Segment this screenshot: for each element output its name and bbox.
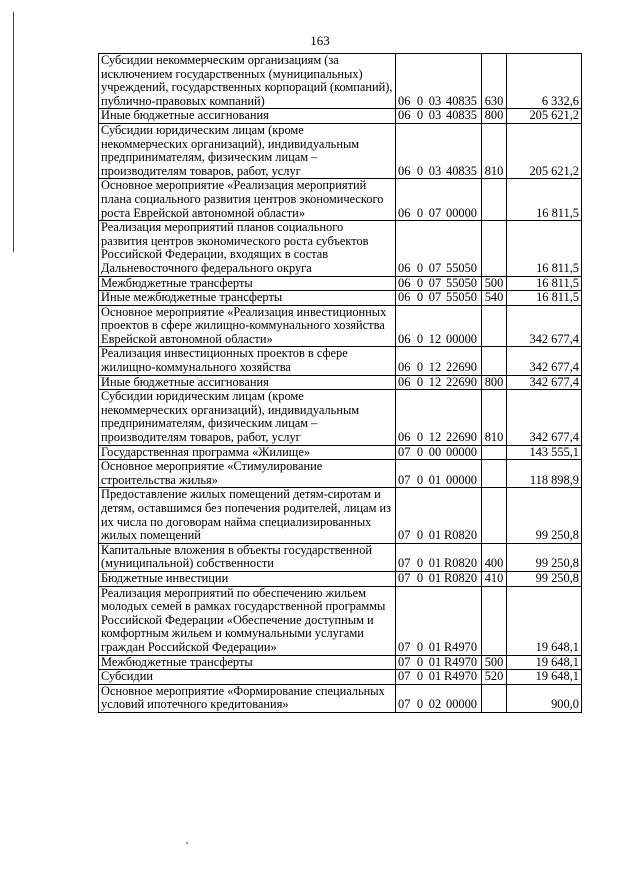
row-expense-type: 800 (482, 375, 507, 390)
row-name: Субсидии юридическим лицам (кроме некоммерческих организаций), индивидуальным предпринимателям, физическим лицам – производителям товаров, работ, услуг (99, 123, 396, 178)
row-name: Реализация инвестиционных проектов в сфере жилищно-коммунального хозяйства (99, 347, 396, 375)
row-name: Капитальные вложения в объекты государственной (муниципальной) собственности (99, 543, 396, 571)
row-amount: 99 250,8 (507, 488, 582, 543)
table-row (99, 54, 582, 109)
row-name: Иные бюджетные ассигнования (99, 375, 396, 390)
code-part-c2: 0 (416, 205, 424, 220)
table-row (99, 586, 582, 655)
row-code (396, 123, 482, 178)
row-amount: 99 250,8 (507, 543, 582, 571)
table-row (99, 179, 582, 221)
code-part-c2: 0 (416, 669, 424, 684)
row-name: Основное мероприятие «Стимулирование строительства жилья» (99, 460, 396, 488)
page-number: 163 (310, 33, 330, 48)
row-name: Иные бюджетные ассигнования (99, 109, 396, 124)
table-row (99, 488, 582, 543)
table-row (99, 571, 582, 586)
row-expense-type (482, 488, 507, 543)
table-row (99, 390, 582, 445)
table-row (99, 460, 582, 488)
code-part-c4: 22690 (446, 430, 477, 445)
table-row (99, 123, 582, 178)
code-part-c2: 0 (416, 571, 424, 585)
code-part-c3: 07 (428, 260, 442, 275)
row-name: Субсидии (99, 670, 396, 685)
row-code (396, 347, 482, 375)
code-part-c2: 0 (416, 108, 424, 123)
code-part-c4: 55050 (446, 276, 477, 290)
code-part-c2: 0 (416, 375, 424, 389)
row-expense-type (482, 221, 507, 276)
code-part-c2: 0 (416, 331, 424, 346)
code-part-c3: 01 (428, 472, 442, 487)
row-code (396, 375, 482, 390)
row-name: Бюджетные инвестиции (99, 571, 396, 586)
code-part-c3: 01 (428, 669, 442, 684)
code-part-c3: 03 (428, 108, 442, 123)
code-part-c4: R0820 (444, 556, 478, 571)
row-name: Основное мероприятие «Формирование специальных условий ипотечного кредитования» (99, 684, 396, 712)
row-name: Субсидии некоммерческим организациям (за исключением государственных (муниципальных) учреждений, государственных корпораций (компаний), публично-правовых компаний) (99, 54, 396, 109)
code-part-c4: 00000 (446, 445, 477, 459)
code-part-c2: 0 (416, 528, 424, 543)
code-part-c1: 06 (398, 205, 411, 220)
code-part-c3: 02 (428, 697, 442, 712)
row-name: Основное мероприятие «Реализация мероприятий плана социального развития центров экономического роста Еврейской автономной области» (99, 179, 396, 221)
code-part-c3: 01 (428, 639, 442, 654)
row-amount: 342 677,4 (507, 390, 582, 445)
code-part-c1: 06 (398, 163, 411, 178)
code-part-c4: 00000 (446, 331, 477, 346)
code-part-c3: 07 (428, 290, 442, 305)
code-part-c4: 55050 (446, 290, 477, 305)
code-part-c4: 22690 (446, 360, 477, 375)
row-code (396, 276, 482, 291)
row-expense-type (482, 305, 507, 347)
row-expense-type: 810 (482, 390, 507, 445)
table-row (99, 375, 582, 390)
code-part-c3: 03 (428, 163, 442, 178)
code-part-c1: 07 (398, 571, 411, 585)
table-row (99, 347, 582, 375)
row-name: Государственная программа «Жилище» (99, 445, 396, 460)
row-code (396, 390, 482, 445)
row-name: Межбюджетные трансферты (99, 655, 396, 670)
code-part-c4: 55050 (446, 260, 477, 275)
code-part-c1: 06 (398, 276, 411, 290)
code-part-c3: 12 (428, 331, 442, 346)
row-name: Иные межбюджетные трансферты (99, 291, 396, 306)
code-part-c2: 0 (416, 260, 424, 275)
code-part-c4: 00000 (446, 472, 477, 487)
code-part-c2: 0 (416, 639, 424, 654)
row-amount: 900,0 (507, 684, 582, 712)
row-amount: 19 648,1 (507, 670, 582, 685)
row-amount: 342 677,4 (507, 347, 582, 375)
code-part-c2: 0 (416, 290, 424, 305)
row-code (396, 670, 482, 685)
table-row (99, 655, 582, 670)
code-part-c1: 07 (398, 639, 411, 654)
row-name: Основное мероприятие «Реализация инвестиционных проектов в сфере жилищно-коммунального хозяйства Еврейской автономной области» (99, 305, 396, 347)
row-expense-type: 540 (482, 291, 507, 306)
row-code (396, 460, 482, 488)
code-part-c2: 0 (416, 430, 424, 445)
table-row (99, 670, 582, 685)
row-amount: 6 332,6 (507, 54, 582, 109)
row-expense-type: 400 (482, 543, 507, 571)
row-amount: 16 811,5 (507, 276, 582, 291)
code-part-c3: 01 (428, 528, 442, 543)
row-amount: 118 898,9 (507, 460, 582, 488)
row-name: Реализация мероприятий по обеспечению жильем молодых семей в рамках государственной программы Российской Федерации «Обеспечение доступным и комфортным жильем и коммунальными услугами граждан Российской Федерации» (99, 586, 396, 655)
code-part-c1: 06 (398, 430, 411, 445)
code-part-c2: 0 (416, 556, 424, 571)
row-expense-type (482, 347, 507, 375)
code-part-c1: 06 (398, 290, 411, 305)
table-row (99, 109, 582, 124)
row-code (396, 586, 482, 655)
code-part-c2: 0 (416, 472, 424, 487)
code-part-c3: 00 (428, 445, 442, 459)
table-row (99, 221, 582, 276)
code-part-c2: 0 (416, 163, 424, 178)
code-part-c2: 0 (416, 93, 424, 108)
code-part-c1: 06 (398, 260, 411, 275)
budget-table-body (99, 54, 582, 713)
code-part-c1: 06 (398, 93, 411, 108)
row-expense-type: 800 (482, 109, 507, 124)
row-code (396, 445, 482, 460)
code-part-c3: 12 (428, 360, 442, 375)
code-part-c2: 0 (416, 276, 424, 290)
code-part-c4: 40835 (446, 93, 477, 108)
row-code (396, 488, 482, 543)
code-part-c4: R4970 (444, 655, 478, 669)
row-expense-type: 810 (482, 123, 507, 178)
row-amount: 342 677,4 (507, 375, 582, 390)
code-part-c2: 0 (416, 655, 424, 669)
code-part-c1: 07 (398, 669, 411, 684)
code-part-c4: 00000 (446, 205, 477, 220)
code-part-c1: 06 (398, 331, 411, 346)
code-part-c3: 12 (428, 375, 442, 389)
code-part-c2: 0 (416, 445, 424, 459)
code-part-c4: R0820 (444, 571, 478, 585)
code-part-c3: 07 (428, 276, 442, 290)
row-code (396, 109, 482, 124)
row-expense-type: 630 (482, 54, 507, 109)
row-amount: 205 621,2 (507, 123, 582, 178)
row-expense-type: 410 (482, 571, 507, 586)
row-amount: 16 811,5 (507, 291, 582, 306)
code-part-c1: 07 (398, 697, 411, 712)
code-part-c3: 12 (428, 430, 442, 445)
row-amount: 19 648,1 (507, 586, 582, 655)
row-name: Предоставление жилых помещений детям-сиротам и детям, оставшимся без попечения родителей, лицам из их числа по договорам найма специализированных жилых помещений (99, 488, 396, 543)
code-part-c4: 40835 (446, 108, 477, 123)
row-expense-type (482, 179, 507, 221)
row-code (396, 221, 482, 276)
row-code (396, 571, 482, 586)
row-code (396, 684, 482, 712)
row-code (396, 179, 482, 221)
code-part-c3: 01 (428, 556, 442, 571)
code-part-c4: R4970 (444, 639, 478, 654)
code-part-c2: 0 (416, 697, 424, 712)
code-part-c1: 07 (398, 445, 411, 459)
code-part-c4: R4970 (444, 669, 478, 684)
code-part-c4: 40835 (446, 163, 477, 178)
table-row (99, 291, 582, 306)
row-code (396, 54, 482, 109)
budget-table (98, 53, 582, 713)
code-part-c1: 06 (398, 108, 411, 123)
row-code (396, 655, 482, 670)
code-part-c1: 06 (398, 375, 411, 389)
code-part-c4: 00000 (446, 697, 477, 712)
row-code (396, 543, 482, 571)
table-row (99, 543, 582, 571)
code-part-c1: 07 (398, 472, 411, 487)
row-code (396, 291, 482, 306)
row-amount: 16 811,5 (507, 179, 582, 221)
row-name: Межбюджетные трансферты (99, 276, 396, 291)
row-amount: 143 555,1 (507, 445, 582, 460)
code-part-c1: 06 (398, 360, 411, 375)
table-row (99, 445, 582, 460)
code-part-c1: 07 (398, 556, 411, 571)
code-part-c3: 01 (428, 571, 442, 585)
row-amount: 19 648,1 (507, 655, 582, 670)
row-amount: 205 621,2 (507, 109, 582, 124)
row-amount: 342 677,4 (507, 305, 582, 347)
table-row (99, 684, 582, 712)
row-amount: 99 250,8 (507, 571, 582, 586)
row-amount: 16 811,5 (507, 221, 582, 276)
code-part-c3: 03 (428, 93, 442, 108)
code-part-c1: 07 (398, 655, 411, 669)
code-part-c4: 22690 (446, 375, 477, 389)
code-part-c1: 07 (398, 528, 411, 543)
table-row (99, 276, 582, 291)
row-name: Реализация мероприятий планов социального развития центров экономического роста субъектов Российской Федерации, входящих в состав Дальневосточного федерального округа (99, 221, 396, 276)
scan-speck (186, 842, 188, 844)
table-row (99, 305, 582, 347)
code-part-c3: 01 (428, 655, 442, 669)
row-name: Субсидии юридическим лицам (кроме некоммерческих организаций), индивидуальным предпринимателям, физическим лицам – производителям товаров, работ, услуг (99, 390, 396, 445)
row-expense-type (482, 586, 507, 655)
row-expense-type (482, 460, 507, 488)
row-expense-type: 520 (482, 670, 507, 685)
code-part-c4: R0820 (444, 528, 478, 543)
row-expense-type (482, 684, 507, 712)
code-part-c2: 0 (416, 360, 424, 375)
row-code (396, 305, 482, 347)
row-expense-type (482, 445, 507, 460)
code-part-c3: 07 (428, 205, 442, 220)
row-expense-type: 500 (482, 276, 507, 291)
row-expense-type: 500 (482, 655, 507, 670)
